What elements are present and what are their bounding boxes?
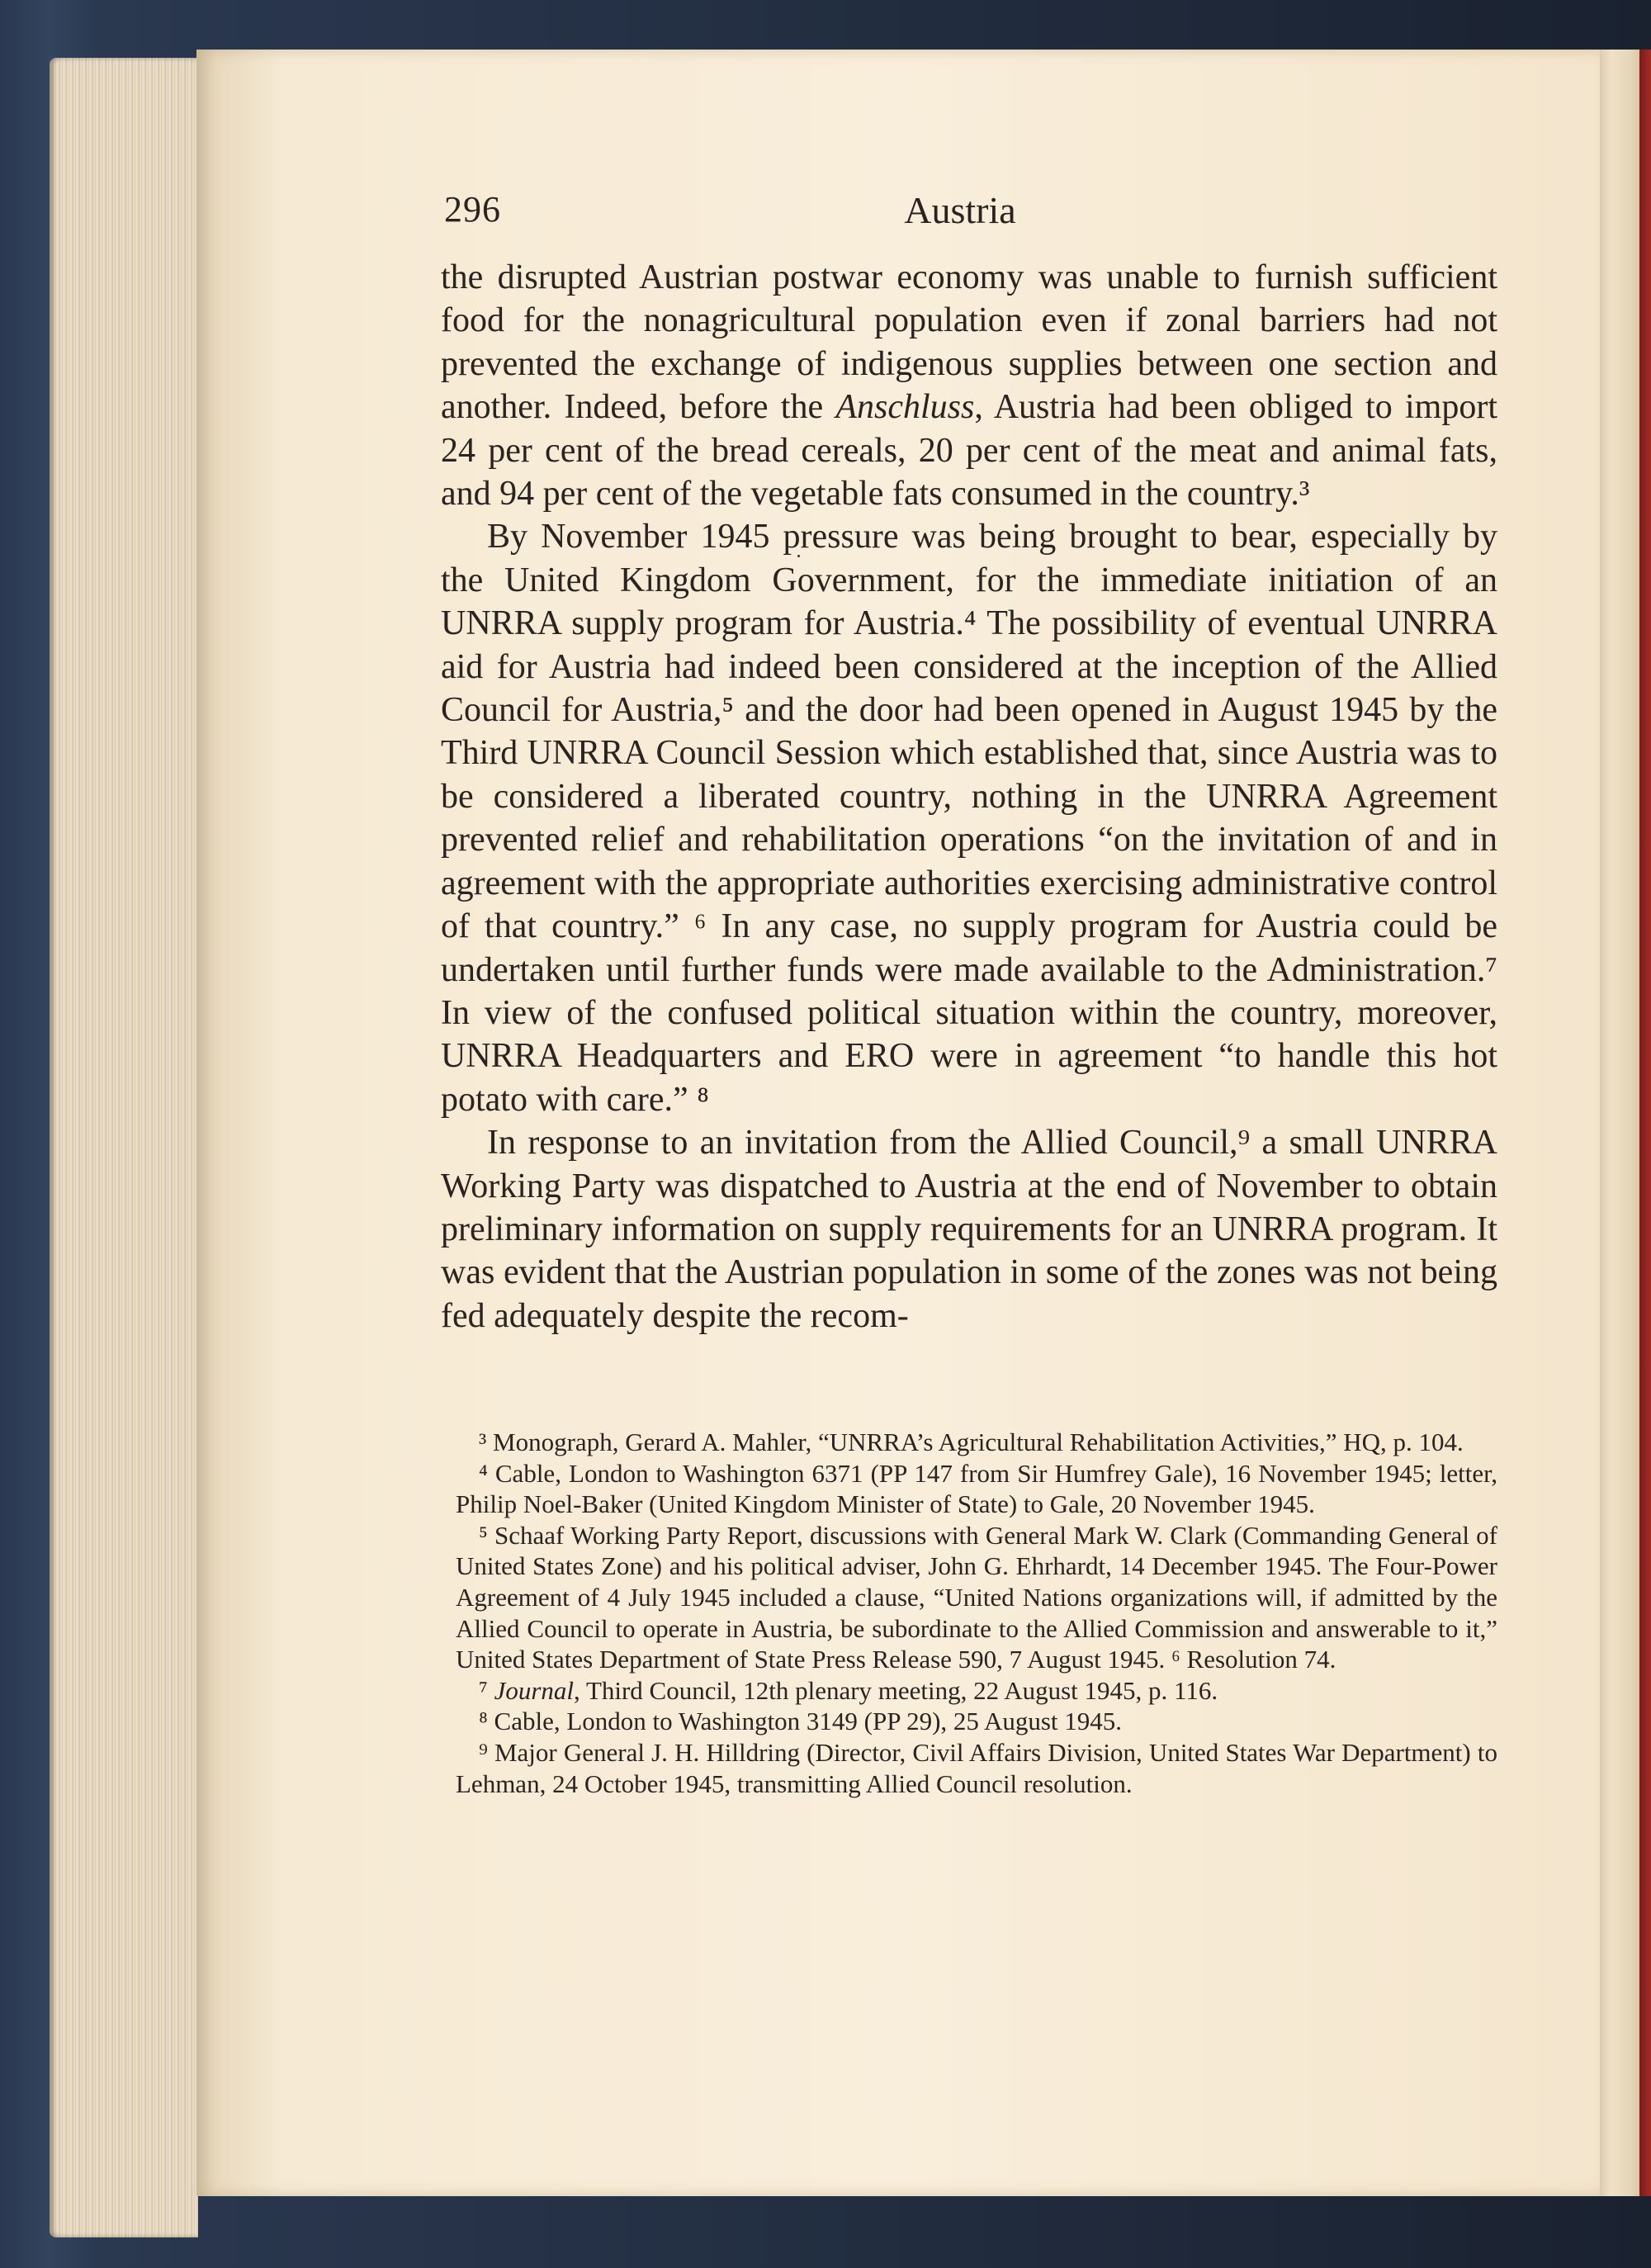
page-edges — [50, 58, 198, 2237]
paragraph: the disrupted Austrian postwar economy was unable to furnish sufficient food for the nonagricultural population even if zonal barriers had not prevented the exchange of indigenous supplies between one section and another. Indeed, before the Anschluss, Austria had been obliged to import 24 per cent of the bread cereals, 20 per cent of the meat and animal fats, and 94 per cent of the vegetable fats consumed in the country.³ — [441, 258, 1498, 514]
running-head — [444, 188, 1493, 246]
facing-page-edge — [1597, 50, 1651, 2196]
footnote: ³ Monograph, Gerard A. Mahler, “UNRRA’s Agricultural Rehabilitation Activities,” HQ, p. 104. — [479, 1428, 1464, 1456]
footnote: ⁵ Schaaf Working Party Report, discussions with General Mark W. Clark (Commanding General of United States Zone) and his political adviser, John G. Ehrhardt, 14 December 1945. The Four-Power Agreement of 4 July 1945 included a clause, “United Nations organizations will, if admitted by the Allied Council to operate in Austria, be subordinate to the Allied Commission and answerable to it,” United States Department of State Press Release 590, 7 August 1945. ⁶ Resolution 74. — [456, 1520, 1497, 1674]
page-title: Austria — [904, 189, 1016, 231]
footnote: ⁸ Cable, London to Washington 3149 (PP 29), 25 August 1945. — [479, 1707, 1123, 1736]
footnotes — [456, 1427, 1497, 1799]
body-text — [441, 256, 1497, 1338]
page-number: 296 — [444, 189, 501, 230]
paragraph: In response to an invitation from the Allied Council,⁹ a small UNRRA Working Party was dispatched to Austria at the end of November to obtain preliminary information on supply requirements for an UNRRA program. It was evident that the Austrian population in some of the zones was not being fed adequately despite the recom- — [441, 1124, 1497, 1335]
footnote: ⁴ Cable, London to Washington 6371 (PP 147 from Sir Humfrey Gale), 16 November 1945; letter, Philip Noel-Baker (United Kingdom Minister of State) to Gale, 20 November 1945. — [456, 1458, 1497, 1519]
paragraph: By November 1945 pressure was being brought to bear, especially by the United Kingdom Government, for the immediate initiation of an UNRRA supply program for Austria.⁴ The possibility of eventual UNRRA aid for Austria had indeed been considered at the inception of the Allied Council for Austria,⁵ and the door had been opened in August 1945 by the Third UNRRA Council Session which established that, since Austria was to be considered a liberated country, nothing in the UNRRA Agreement prevented relief and rehabilitation operations “on the invitation of and in agreement with the appropriate authorities exercising administrative control of that country.” ⁶ In any case, no supply program for Austria could be undertaken until further funds were made available to the Administration.⁷ In view of the confused political situation within the country, moreover, UNRRA Headquarters and ERO were in agreement “to handle this hot potato with care.” ⁸ — [441, 518, 1497, 1119]
footnote: ⁷ Journal, Third Council, 12th plenary meeting, 22 August 1945, p. 116. — [479, 1675, 1218, 1705]
footnote: ⁹ Major General J. H. Hilldring (Director, Civil Affairs Division, United States War Department) to Lehman, 24 October 1945, transmitting Allied Council resolution. — [456, 1737, 1497, 1798]
